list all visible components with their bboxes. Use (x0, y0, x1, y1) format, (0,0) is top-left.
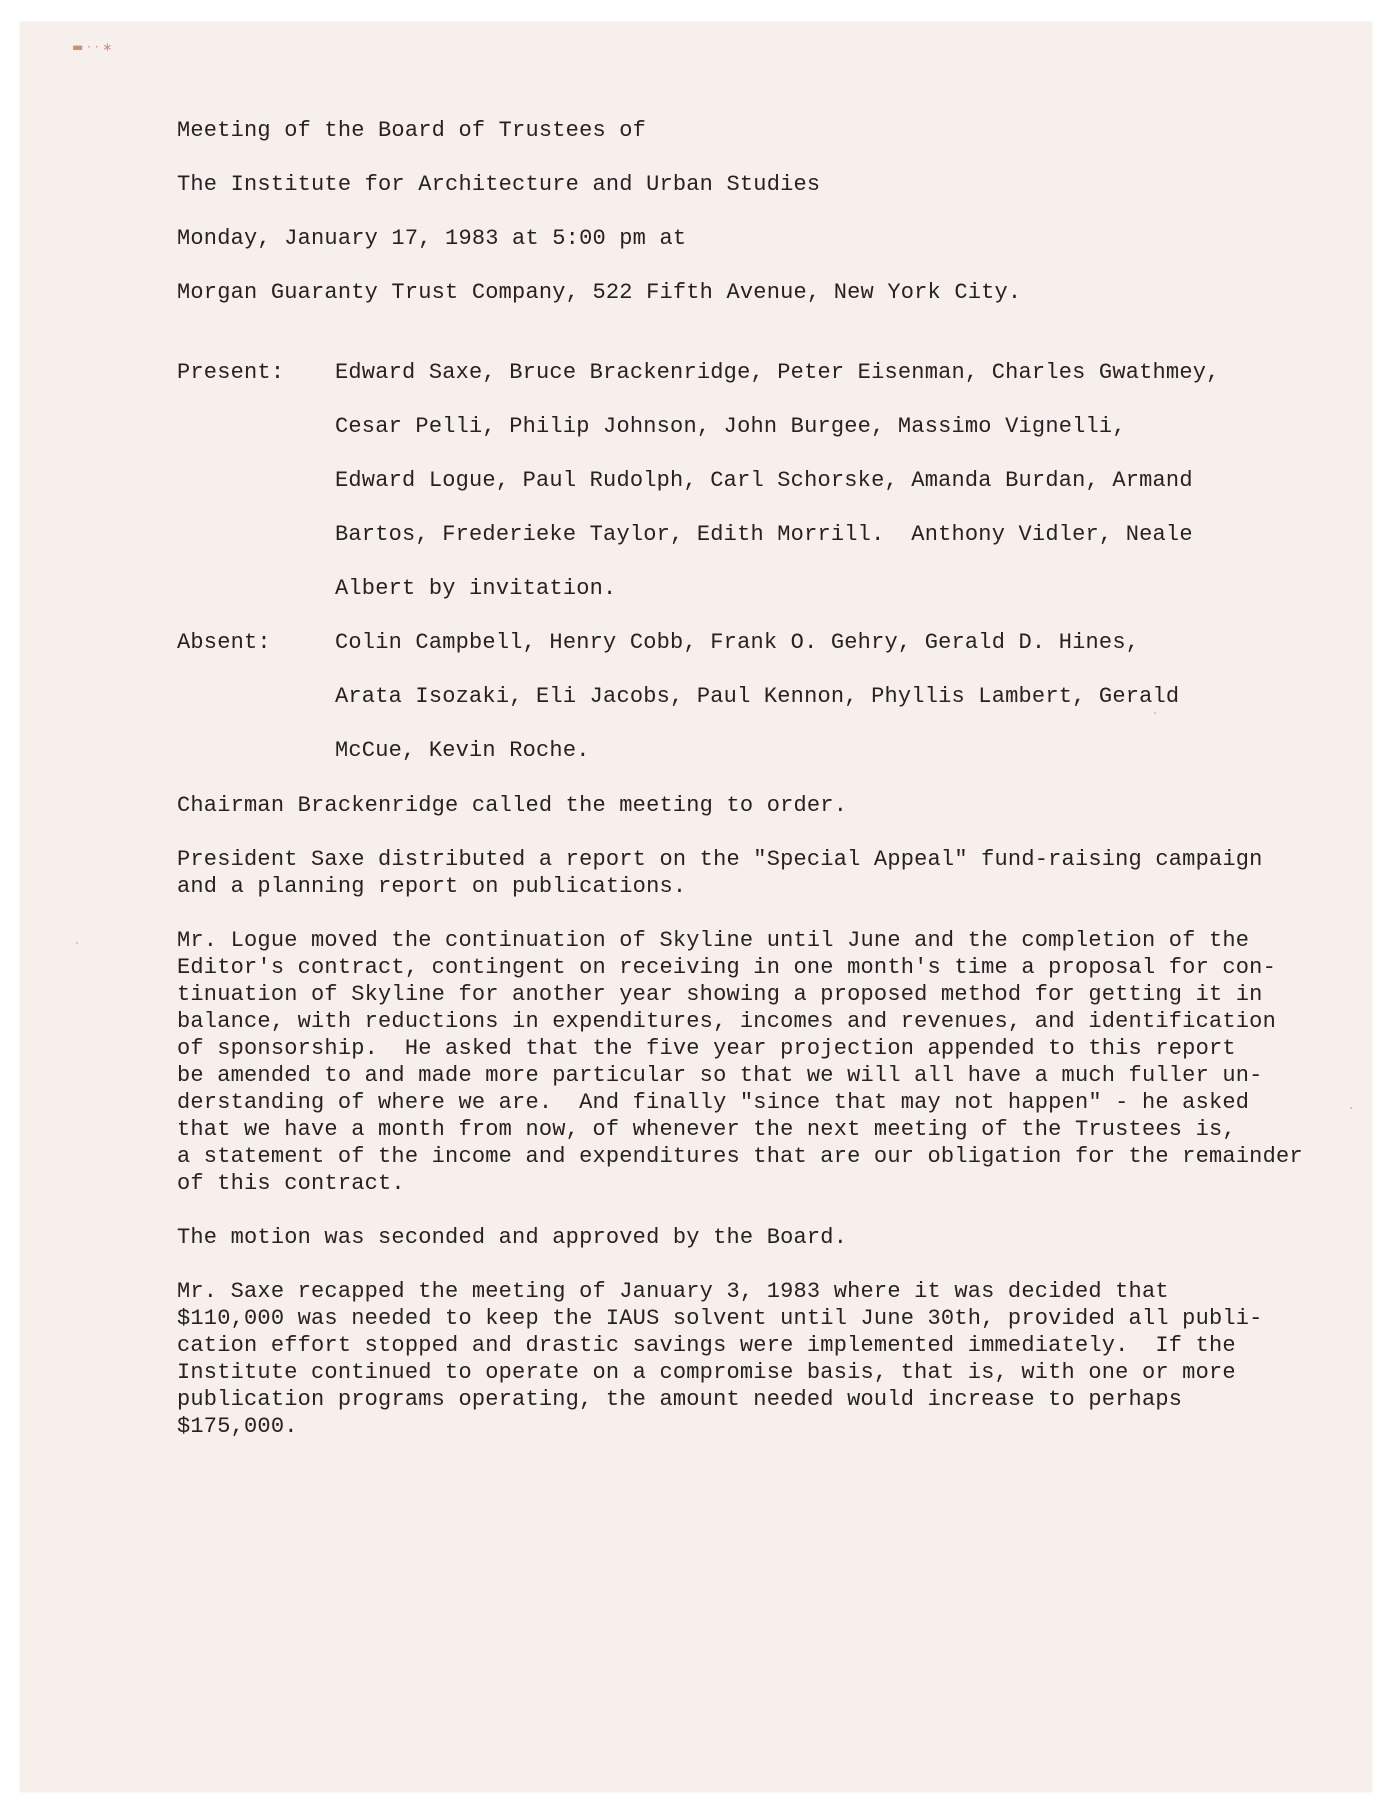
paper-speck (1350, 1107, 1352, 1109)
paragraph-logue-motion-line: Editor's contract, contingent on receiving in one month's time a proposal for con- (177, 955, 1276, 980)
paragraph-saxe-recap-line: Mr. Saxe recapped the meeting of January 3, 1983 where it was decided that (177, 1279, 1169, 1304)
present-line: Albert by invitation. (335, 576, 617, 601)
present-line: Edward Saxe, Bruce Brackenridge, Peter Eisenman, Charles Gwathmey, (335, 360, 1220, 385)
present-label: Present: (177, 360, 285, 385)
absent-line: Arata Isozaki, Eli Jacobs, Paul Kennon, Phyllis Lambert, Gerald (335, 684, 1180, 709)
paragraph-saxe-recap-line: Institute continued to operate on a compromise basis, that is, with one or more (177, 1360, 1236, 1385)
absent-line: Colin Campbell, Henry Cobb, Frank O. Gehry, Gerald D. Hines, (335, 630, 1140, 655)
present-line: Cesar Pelli, Philip Johnson, John Burgee, Massimo Vignelli, (335, 414, 1126, 439)
paragraph-logue-motion-line: of this contract. (177, 1171, 405, 1196)
header-location: Morgan Guaranty Trust Company, 522 Fifth Avenue, New York City. (177, 280, 1022, 305)
paragraph-call-to-order: Chairman Brackenridge called the meeting to order. (177, 793, 848, 818)
paragraph-saxe-recap-line: publication programs operating, the amount needed would increase to perhaps (177, 1387, 1183, 1412)
paragraph-saxe-recap-line: $110,000 was needed to keep the IAUS solvent until June 30th, provided all publi- (177, 1306, 1263, 1331)
paragraph-special-appeal-line: and a planning report on publications. (177, 874, 687, 899)
paragraph-saxe-recap-line: $175,000. (177, 1414, 298, 1439)
paragraph-logue-motion-line: be amended to and made more particular so that we will all have a much fuller un- (177, 1063, 1263, 1088)
paragraph-logue-motion-line: a statement of the income and expenditures that are our obligation for the remainder (177, 1144, 1303, 1169)
paragraph-logue-motion-line: that we have a month from now, of whenever the next meeting of the Trustees is, (177, 1117, 1236, 1142)
paragraph-logue-motion-line: derstanding of where we are. And finally "since that may not happen" - he asked (177, 1090, 1250, 1115)
paragraph-saxe-recap-line: cation effort stopped and drastic savings were implemented immediately. If the (177, 1333, 1236, 1358)
paragraph-logue-motion-line: Mr. Logue moved the continuation of Skyline until June and the completion of the (177, 928, 1250, 953)
header-title: Meeting of the Board of Trustees of (177, 118, 647, 143)
present-line: Edward Logue, Paul Rudolph, Carl Schorske, Amanda Burdan, Armand (335, 468, 1193, 493)
corner-marks: ▬ · · ∗ (72, 40, 113, 54)
absent-line: McCue, Kevin Roche. (335, 738, 590, 763)
paragraph-logue-motion-line: of sponsorship. He asked that the five year projection appended to this report (177, 1036, 1236, 1061)
absent-label: Absent: (177, 630, 271, 655)
paragraph-logue-motion-line: tinuation of Skyline for another year showing a proposed method for getting it in (177, 982, 1263, 1007)
paragraph-logue-motion-line: balance, with reductions in expenditures, incomes and revenues, and identification (177, 1009, 1276, 1034)
document-page (20, 22, 1372, 1792)
present-line: Bartos, Frederieke Taylor, Edith Morrill. Anthony Vidler, Neale (335, 522, 1193, 547)
header-date: Monday, January 17, 1983 at 5:00 pm at (177, 226, 687, 251)
header-institute: The Institute for Architecture and Urban Studies (177, 172, 821, 197)
paragraph-motion-approved: The motion was seconded and approved by the Board. (177, 1225, 848, 1250)
paragraph-special-appeal-line: President Saxe distributed a report on the "Special Appeal" fund-raising campaign (177, 847, 1263, 872)
typed-minutes (20, 22, 1372, 1439)
